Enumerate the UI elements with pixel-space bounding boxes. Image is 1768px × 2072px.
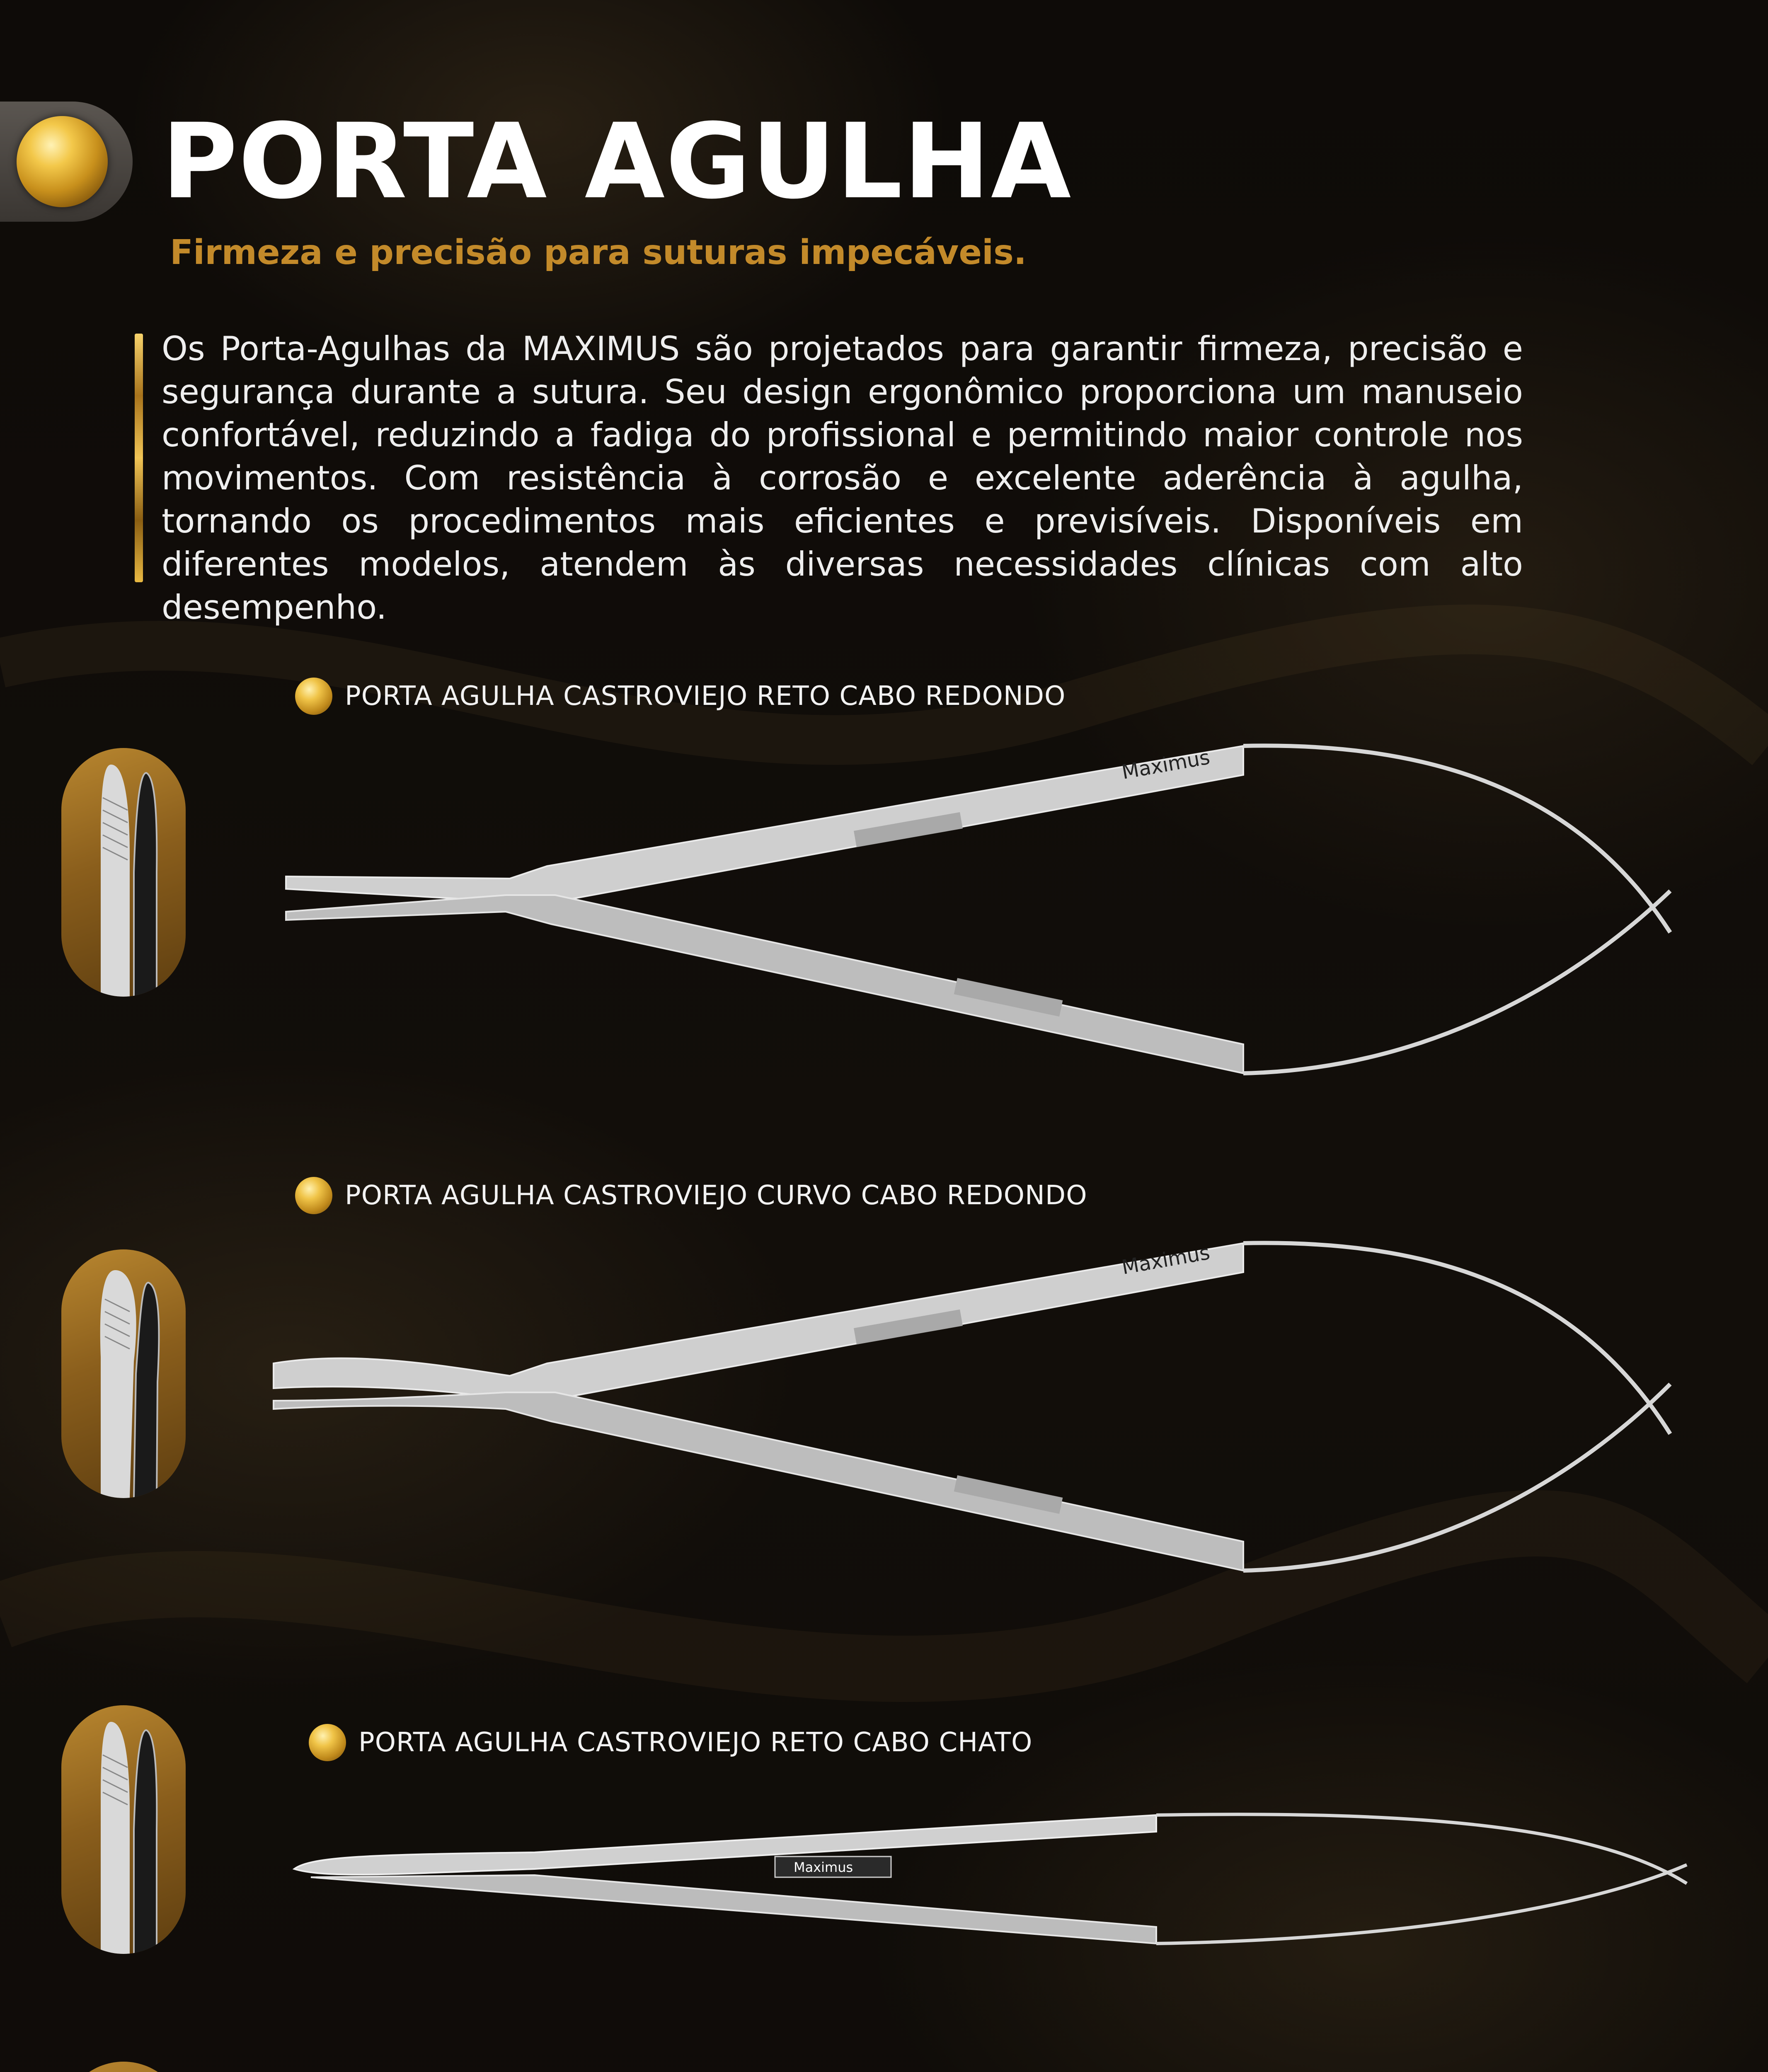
engraving-text: Maximus: [794, 1859, 853, 1875]
product-label: [295, 1177, 1087, 1214]
product-label: [309, 1724, 1032, 1761]
page-subtitle: Firmeza e precisão para suturas impecáveis.: [170, 233, 1027, 272]
product-name: PORTA AGULHA CASTROVIEJO RETO CABO REDONDO: [345, 681, 1066, 712]
tip-detail-thumbnail: [61, 2062, 186, 2072]
intro-accent-bar: [135, 334, 143, 582]
tip-detail-thumbnail: [61, 748, 186, 997]
gold-globe-icon: [17, 116, 108, 207]
instrument-castroviejo-reto-redondo: [274, 729, 1683, 1086]
instrument-castroviejo-reto-chato: [286, 1807, 1703, 1956]
intro-paragraph: Os Porta-Agulhas da MAXIMUS são projetados para garantir firmeza, precisão e segurança durante a sutura. Seu design ergonômico proporciona um manuseio confortável, reduzindo a fadiga do profissional e permitindo maior controle nos movimentos. Com resistência à corrosão e excelente aderência à agulha, tornando os procedimentos mais eficientes e previsíveis. Disponíveis em diferentes modelos, atendem às diversas necessidades clínicas com alto desempenho.: [162, 329, 1523, 627]
jaw-tip-icon: [61, 1249, 186, 1498]
instrument-castroviejo-curvo-redondo: [265, 1227, 1683, 1583]
tip-detail-thumbnail: [61, 1705, 186, 1954]
product-name: PORTA AGULHA CASTROVIEJO RETO CABO CHATO: [358, 1727, 1033, 1758]
gold-bullet-icon: [309, 1724, 346, 1761]
jaw-tip-icon: [61, 748, 186, 997]
gold-bullet-icon: [295, 1177, 332, 1214]
engraving-text: Maximus: [1120, 1241, 1212, 1279]
engraving-text: Maximus: [1120, 746, 1212, 784]
product-label: [295, 678, 1066, 715]
tip-detail-thumbnail: [61, 1249, 186, 1498]
page-title: PORTA AGULHA: [162, 101, 1072, 222]
product-name: PORTA AGULHA CASTROVIEJO CURVO CABO REDONDO: [345, 1180, 1087, 1211]
jaw-tip-icon: [61, 1705, 186, 1954]
gold-bullet-icon: [295, 678, 332, 715]
jaw-tip-icon: [61, 2062, 186, 2072]
